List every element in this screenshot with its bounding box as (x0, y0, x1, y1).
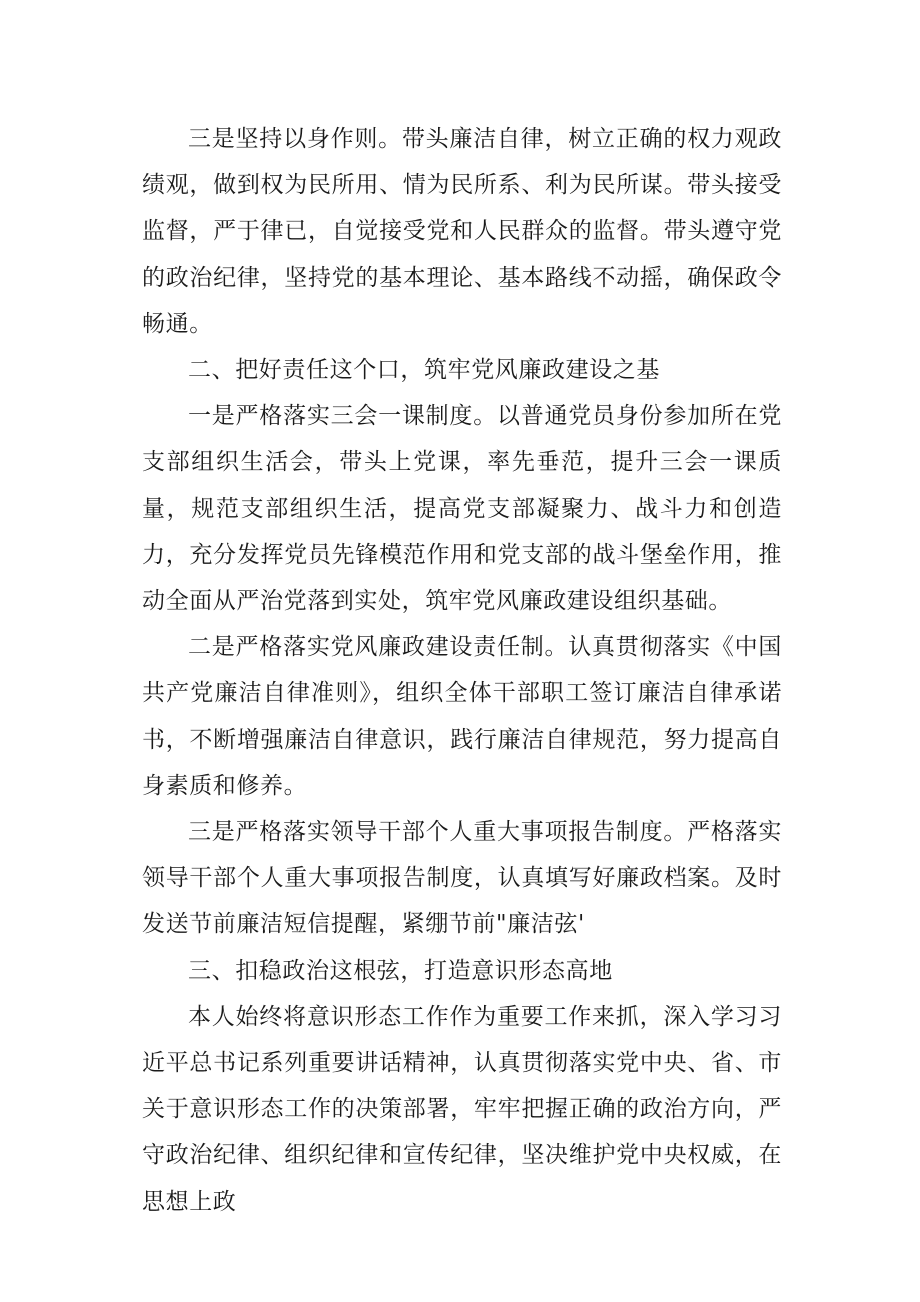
paragraph-persist-example: 三是坚持以身作则。带头廉洁自律，树立正确的权力观政绩观，做到权为民所用、情为民所系、利为民所谋。带头接受监督，严于律已，自觉接受党和人民群众的监督。带头遵守党的政治纪律，坚持党的基本理论、基本路线不动摇，确保政令畅通。 (142, 126, 782, 337)
section-heading-politics: 三、扣稳政治这根弦，打造意识形态高地 (188, 957, 613, 984)
paragraph-ideology-work: 本人始终将意识形态工作作为重要工作来抓，深入学习习近平总书记系列重要讲话精神，认真贯彻落实党中央、省、市关于意识形态工作的决策部署，牢牢把握正确的政治方向，严守政治纪律、组织纪律和宣传纪律，坚决维护党中央权威，在思想上政 (142, 1003, 782, 1215)
paragraph-major-matters-report: 三是严格落实领导干部个人重大事项报告制度。严格落实领导干部个人重大事项报告制度，认真填写好廉政档案。及时发送节前廉洁短信提醒，紧绷节前"廉洁弦' (142, 819, 782, 938)
section-heading-responsibility: 二、把好责任这个口，筑牢党风廉政建设之基 (188, 357, 660, 384)
document-body (142, 116, 782, 1225)
paragraph-three-meetings: 一是严格落实三会一课制度。以普通党员身份参加所在党支部组织生活会，带头上党课，率先垂范，提升三会一课质量，规范支部组织生活，提高党支部凝聚力、战斗力和创造力，充分发挥党员先锋模范作用和党支部的战斗堡垒作用，推动全面从严治党落到实处，筑牢党风廉政建设组织基础。 (142, 403, 782, 615)
paragraph-responsibility-system: 二是严格落实党风廉政建设责任制。认真贯彻落实《中国共产党廉洁自律准则》，组织全体干部职工签订廉洁自律承诺书，不断增强廉洁自律意识，践行廉洁自律规范，努力提高自身素质和修养。 (142, 634, 782, 799)
